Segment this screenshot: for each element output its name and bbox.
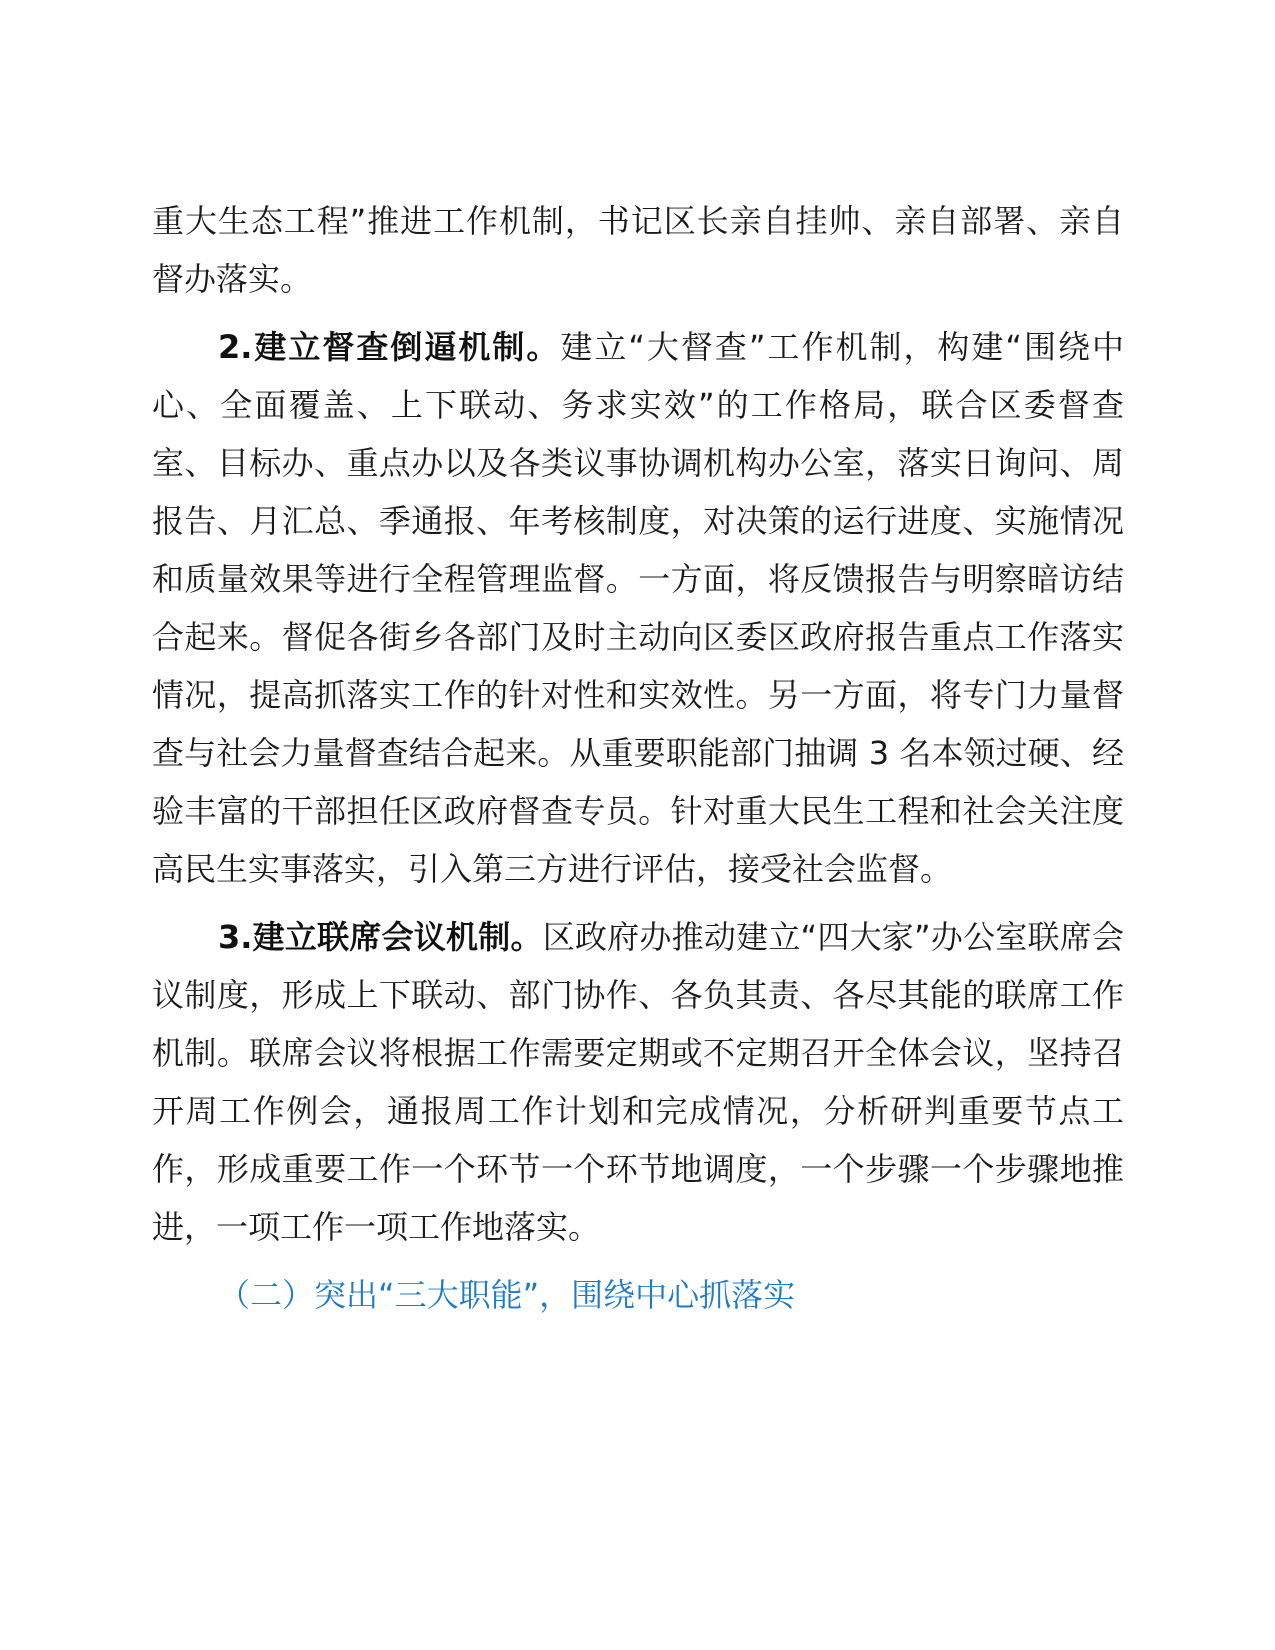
paragraph-text: 建立“大督查”工作机制，构建“围绕中心、全面覆盖、上下联动、务求实效”的工作格局，联合区委督查室、目标办、重点办以及各类议事协调机构办公室，落实日询问、周报告、月汇总、季通报、年考核制度，对决策的运行进度、实施情况和质量效果等进行全程管理监督。一方面，将反馈报告与明察暗访结合起来。督促各街乡各部门及时主动向区委区政府报告重点工作落实情况，提高抓落实工作的针对性和实效性。另一方面，将专门力量督查与社会力量督查结合起来。从重要职能部门抽调 3 名本领过硬、经验丰富的干部担任区政府督查专员。针对重大民生工程和社会关注度高民生实事落实，引入第三方进行评估，接受社会监督。 (152, 328, 1124, 888)
paragraph-text: 区政府办推动建立“四大家”办公室联席会议制度，形成上下联动、部门协作、各负其责、各尽其能的联席工作机制。联席会议将根据工作需要定期或不定期召开全体会议，坚持召开周工作例会，通报周工作计划和完成情况，分析研判重要节点工作，形成重要工作一个环节一个环节地调度，一个步骤一个步骤地推进，一项工作一项工作地落实。 (152, 918, 1124, 1246)
section-heading: （二）突出“三大职能”，围绕中心抓落实 (218, 1276, 796, 1314)
paragraph-joint-meeting-mechanism (152, 908, 1124, 1256)
document-body (152, 192, 1124, 1324)
paragraph-lead: 2.建立督查倒逼机制。 (218, 328, 561, 366)
paragraph-continuation (152, 192, 1124, 308)
paragraph-lead: 3.建立联席会议机制。 (218, 918, 543, 956)
paragraph-supervision-mechanism (152, 318, 1124, 898)
paragraph-text: 重大生态工程”推进工作机制，书记区长亲自挂帅、亲自部署、亲自督办落实。 (152, 202, 1124, 298)
